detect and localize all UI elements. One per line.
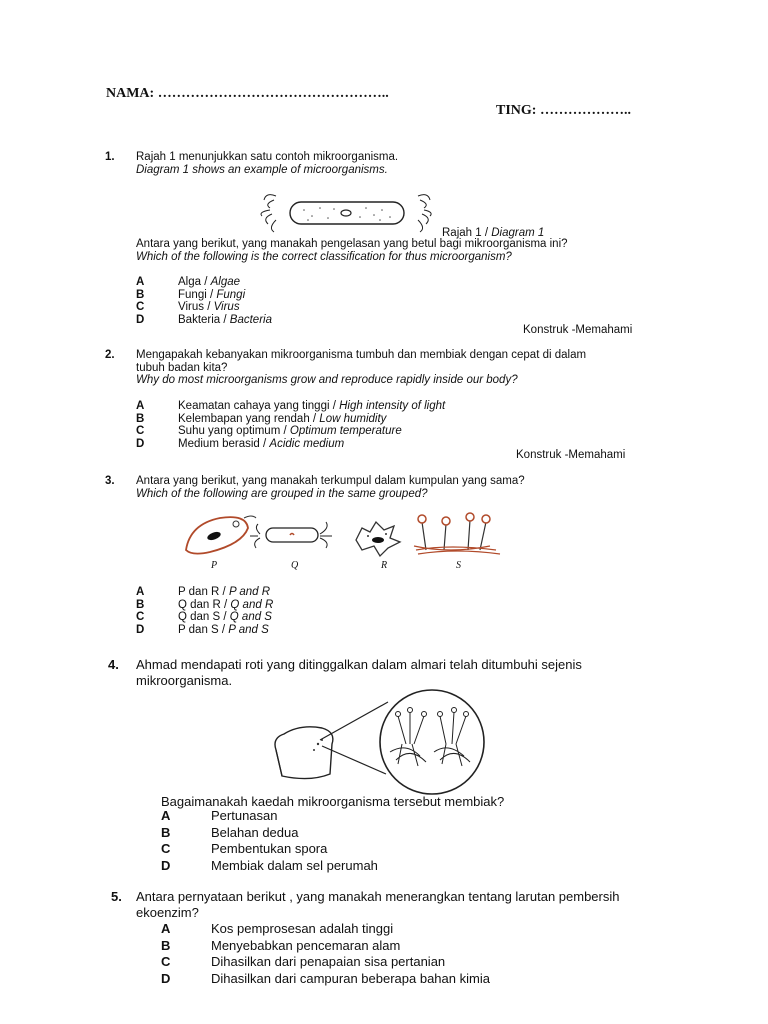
q3-number: 3. <box>105 475 115 487</box>
q3-microorganisms-diagram <box>180 510 510 560</box>
q3-label-q: Q <box>291 560 299 571</box>
q1-option-a[interactable]: A Alga / Algae <box>136 276 241 288</box>
q2-option-a[interactable]: A Keamatan cahaya yang tinggi / High intensity of light <box>136 400 446 412</box>
q4-question: Bagaimanakah kaedah mikroorganisma tersebut membiak? <box>161 794 505 809</box>
q5-number: 5. <box>111 889 122 904</box>
q4-stem: Ahmad mendapati roti yang ditinggalkan dalam almari telah ditumbuhi sejenis mikroorganisma. <box>136 657 582 688</box>
q3-options <box>136 586 273 636</box>
q1-text-en: Diagram 1 shows an example of microorganisms. <box>136 163 388 176</box>
q1-text-ms: Rajah 1 menunjukkan satu contoh mikroorganisma. <box>136 151 399 163</box>
q1-stem <box>136 151 398 176</box>
q1-options <box>136 276 272 326</box>
q1-question-ms: Antara yang berikut, yang manakah pengelasan yang betul bagi mikroorganisma ini? <box>136 238 568 250</box>
class-field: TING: ……………….. <box>496 103 631 118</box>
q3-option-b[interactable]: B Q dan R / Q and R <box>136 598 274 611</box>
name-field: NAMA: ………………………………………….. <box>106 86 389 101</box>
q4-number: 4. <box>108 657 119 672</box>
q5-option-a[interactable]: A Kos pemprosesan adalah tinggi <box>161 921 394 936</box>
q2-options <box>136 400 445 450</box>
q1-option-d[interactable]: D Bakteria / Bacteria <box>136 313 272 326</box>
q5-stem: Antara pernyataan berikut , yang manakah menerangkan tentang larutan pembersih ekoenzim? <box>136 889 620 920</box>
q2-number: 2. <box>105 349 115 361</box>
mould-icon <box>414 513 500 554</box>
q3-label-p: P <box>211 560 218 571</box>
q4-options <box>161 808 378 874</box>
q3-stem: Antara yang berikut, yang manakah terkumpul dalam kumpulan yang sama? Which of the following are grouped in the same grouped? <box>136 475 525 500</box>
q4-option-c[interactable]: C Pembentukan spora <box>161 841 328 856</box>
q2-option-c[interactable]: C Suhu yang optimum / Optimum temperature <box>136 425 402 438</box>
q3-label-r: R <box>381 560 388 571</box>
q3-label-s: S <box>456 560 461 571</box>
q1-caption: Rajah 1 / Diagram 1 <box>442 227 545 239</box>
q4-option-d[interactable]: D Membiak dalam sel perumah <box>161 857 378 873</box>
q2-option-b[interactable]: B Kelembapan yang rendah / Low humidity <box>136 412 387 425</box>
q1-question <box>136 238 568 263</box>
q2-konstruk: Konstruk -Memahami <box>516 449 626 461</box>
q2-stem: Mengapakah kebanyakan mikroorganisma tumbuh dan membiak dengan cepat di dalam tubuh badan kita? Why do most microorganisms grow and reproduce rapidly inside our body? <box>136 349 587 386</box>
q3-option-c[interactable]: C Q dan S / Q and S <box>136 611 272 624</box>
amoeba-icon <box>356 522 400 556</box>
q5-option-b[interactable]: B Menyebabkan pencemaran alam <box>161 937 401 953</box>
q1-bacterium-diagram <box>262 194 432 234</box>
q2-option-d[interactable]: D Medium berasid / Acidic medium <box>136 437 345 450</box>
q5-options <box>161 921 490 987</box>
bacterium-icon <box>250 522 332 548</box>
q3-option-a[interactable]: A P dan R / P and R <box>136 586 271 598</box>
q1-konstruk: Konstruk -Memahami <box>523 324 633 336</box>
q5-option-c[interactable]: C Dihasilkan dari penapaian sisa pertanian <box>161 954 446 969</box>
q1-option-c[interactable]: C Virus / Virus <box>136 301 240 314</box>
q4-option-b[interactable]: B Belahan dedua <box>161 824 299 840</box>
protozoa-icon <box>186 516 256 554</box>
bread-icon <box>275 727 333 779</box>
q1-number: 1. <box>105 151 115 163</box>
q1-option-b[interactable]: B Fungi / Fungi <box>136 288 246 301</box>
q5-option-d[interactable]: D Dihasilkan dari campuran beberapa bahan kimia <box>161 970 490 986</box>
q1-question-en: Which of the following is the correct classification for thus microorganism? <box>136 250 512 263</box>
q4-option-a[interactable]: A Pertunasan <box>161 808 278 823</box>
q4-bread-mould-diagram <box>270 682 510 794</box>
q3-option-d[interactable]: D P dan S / P and S <box>136 623 269 636</box>
